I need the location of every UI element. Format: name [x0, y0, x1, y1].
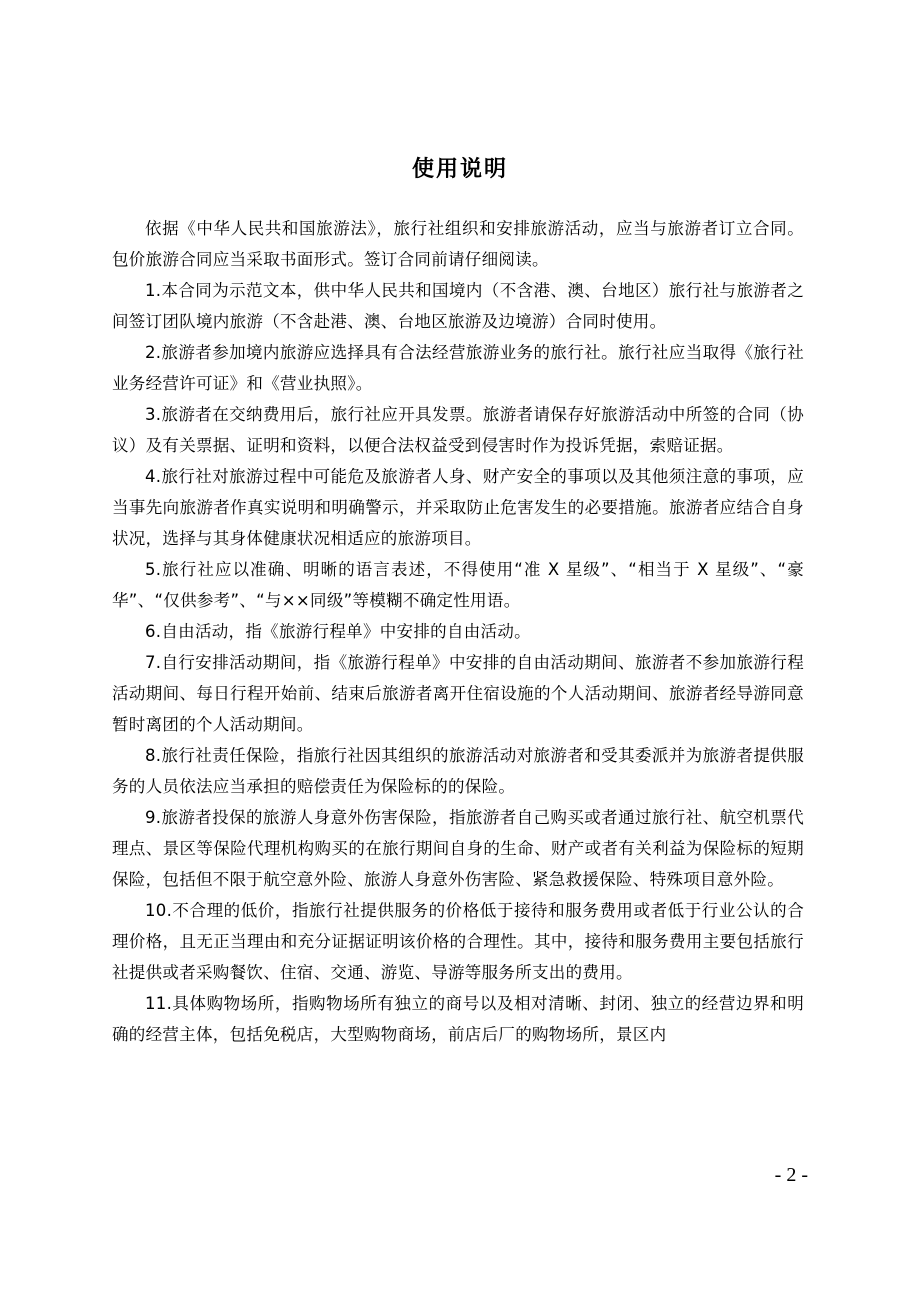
page-number: - 2 -: [774, 1164, 808, 1186]
intro-paragraph: 依据《中华人民共和国旅游法》，旅行社组织和安排旅游活动，应当与旅游者订立合同。包价旅游合同应当采取书面形式。签订合同前请仔细阅读。: [112, 219, 804, 269]
clause-8: 8.旅行社责任保险，指旅行社因其组织的旅游活动对旅游者和受其委派并为旅游者提供服务的人员依法应当承担的赔偿责任为保险标的的保险。: [112, 746, 804, 796]
document-body: [112, 213, 804, 1050]
clause-2: 2.旅游者参加境内旅游应选择具有合法经营旅游业务的旅行社。旅行社应当取得《旅行社业务经营许可证》和《营业执照》。: [112, 343, 804, 393]
clause-4: 4.旅行社对旅游过程中可能危及旅游者人身、财产安全的事项以及其他须注意的事项，应当事先向旅游者作真实说明和明确警示，并采取防止危害发生的必要措施。旅游者应结合自身状况，选择与其身体健康状况相适应的旅游项目。: [112, 467, 804, 548]
clause-3: 3.旅游者在交纳费用后，旅行社应开具发票。旅游者请保存好旅游活动中所签的合同（协议）及有关票据、证明和资料，以便合法权益受到侵害时作为投诉凭据，索赔证据。: [112, 405, 804, 455]
clause-5: 5.旅行社应以准确、明晰的语言表述，不得使用“准 X 星级”、“相当于 X 星级”、“豪华”、“仅供参考”、“与××同级”等模糊不确定性用语。: [112, 560, 804, 610]
clause-6: 6.自由活动，指《旅游行程单》中安排的自由活动。: [145, 622, 531, 641]
page-title: 使用说明: [411, 157, 508, 182]
clause-11: 11.具体购物场所，指购物场所有独立的商号以及相对清晰、封闭、独立的经营边界和明确的经营主体，包括免税店，大型购物商场，前店后厂的购物场所，景区内: [112, 994, 804, 1044]
clause-1: 1.本合同为示范文本，供中华人民共和国境内（不含港、澳、台地区）旅行社与旅游者之间签订团队境内旅游（不含赴港、澳、台地区旅游及边境游）合同时使用。: [112, 281, 804, 331]
clause-9: 9.旅游者投保的旅游人身意外伤害保险，指旅游者自己购买或者通过旅行社、航空机票代理点、景区等保险代理机构购买的在旅行期间自身的生命、财产或者有关利益为保险标的短期保险，包括但不限于航空意外险、旅游人身意外伤害险、紧急救援保险、特殊项目意外险。: [112, 808, 804, 889]
clause-7: 7.自行安排活动期间，指《旅游行程单》中安排的自由活动期间、旅游者不参加旅游行程活动期间、每日行程开始前、结束后旅游者离开住宿设施的个人活动期间、旅游者经导游同意暂时离团的个人活动期间。: [112, 653, 804, 734]
clause-10: 10.不合理的低价，指旅行社提供服务的价格低于接待和服务费用或者低于行业公认的合理价格，且无正当理由和充分证据证明该价格的合理性。其中，接待和服务费用主要包括旅行社提供或者采购餐饮、住宿、交通、游览、导游等服务所支出的费用。: [112, 901, 804, 982]
